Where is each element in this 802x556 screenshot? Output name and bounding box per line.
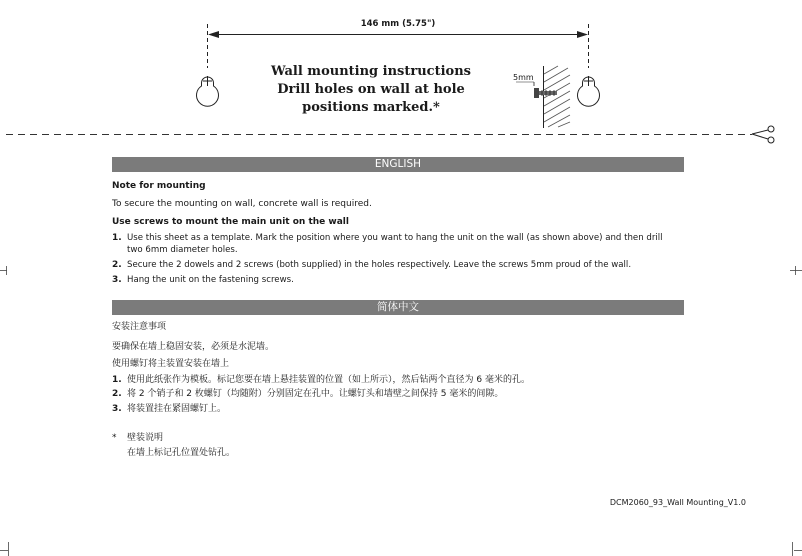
title-line-1: Wall mounting instructions (271, 64, 471, 79)
english-steps-heading: Use screws to mount the main unit on the wall (112, 217, 349, 227)
english-header: ENGLISH (112, 157, 684, 172)
english-step-1-line-1: Use this sheet as a template. Mark the position where you want to hang the unit on the wall (as shown above) and then drill (127, 233, 663, 243)
chinese-step-2-number: 2. (112, 389, 122, 399)
chinese-steps-heading: 使用螺钉将主装置安装在墙上 (112, 359, 230, 369)
title-line-2: Drill holes on wall at hole (277, 82, 465, 97)
chinese-step-1-number: 1. (112, 375, 122, 385)
scissors-icon (752, 126, 774, 143)
footnote-mark: * (112, 433, 117, 443)
chinese-note-text: 要确保在墙上稳固安装，必须是水泥墙。 (112, 342, 275, 352)
title-line-3: positions marked.* (302, 100, 440, 115)
document-id: DCM2060_93_Wall Mounting_V1.0 (609, 498, 746, 507)
chinese-step-1-text: 使用此纸张作为模板。标记您要在墙上悬挂装置的位置（如上所示），然后钻两个直径为 6 毫米的孔。 (127, 375, 530, 385)
chinese-step-3-number: 3. (112, 404, 122, 414)
chinese-step-3-text: 将装置挂在紧固螺钉上。 (127, 404, 227, 414)
english-step-3-text: Hang the unit on the fastening screws. (127, 275, 294, 285)
right-keyhole-icon (578, 76, 600, 106)
chinese-note-heading: 安装注意事项 (112, 322, 167, 332)
chinese-header: 简体中文 (112, 300, 684, 315)
dimension-arrow (208, 31, 588, 38)
chinese-step-2-text: 将 2 个销子和 2 枚螺钉（均随附）分别固定在孔中。让螺钉头和墙壁之间保持 5 毫米的间隙。 (127, 389, 504, 399)
english-step-2-text: Secure the 2 dowels and 2 screws (both supplied) in the holes respectively. Leave the screws 5mm proud of the wall. (127, 260, 632, 270)
english-step-3-number: 3. (112, 275, 122, 285)
left-keyhole-icon (197, 76, 219, 106)
english-note-text: To secure the mounting on wall, concrete wall is required. (112, 199, 372, 209)
corner-marks (0, 538, 802, 556)
english-step-1-number: 1. (112, 233, 122, 243)
dimension-label: 146 mm (5.75") (360, 19, 436, 29)
screw-gap-label: 5mm (513, 73, 534, 82)
footnote-text: 在墙上标记孔位置处钻孔。 (127, 448, 236, 458)
footnote-title: 壁装说明 (127, 433, 164, 443)
wall-mounting-title (262, 63, 480, 117)
english-note-heading: Note for mounting (112, 181, 206, 191)
english-step-1-line-2: two 6mm diameter holes. (127, 245, 238, 255)
english-step-2-number: 2. (112, 260, 122, 270)
